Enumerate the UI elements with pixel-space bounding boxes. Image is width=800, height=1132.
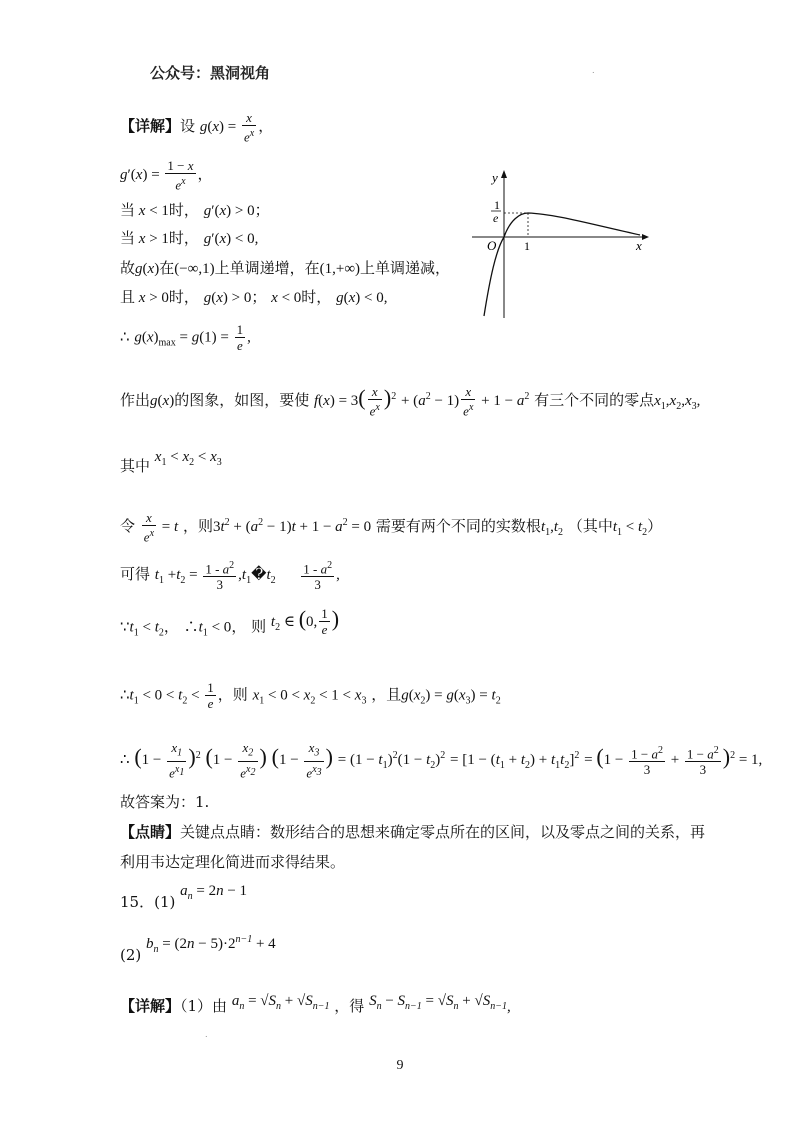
sign-line: 且 x > 0时， g(x) > 0； x < 0时， g(x) < 0, xyxy=(120,288,388,306)
de-text: ，得 xyxy=(334,997,365,1015)
case-line-1: 当 x < 1时， g′(x) > 0； xyxy=(120,201,270,219)
function-graph xyxy=(470,168,650,320)
therefore-symbol: ∴ xyxy=(120,327,130,346)
incr-text: 上单调递增，在 xyxy=(214,259,320,277)
derivative-line: g′(x) = $\frac{1 - x}{e^x}$ ， xyxy=(120,158,213,193)
semicolon: ； xyxy=(251,288,267,306)
vieta-line: 可得 $t_1 +t_2$ = $\frac{1 - a^2}{3}$ $,t_1�t_2$ $\frac{1 - a^2}{3}$ , xyxy=(120,560,340,593)
detail-line-1: 【详解】设 g(x) = $\frac{x}{e^x}$ ， xyxy=(120,110,274,145)
three-zeros-text: 有三个不同的零点 xyxy=(534,391,655,410)
decr-text: 上单调递减， xyxy=(360,259,451,277)
remark-tag: 【点睛】 xyxy=(120,823,181,841)
shi-text: 时， xyxy=(168,229,199,247)
q15-part2: (2) $b_n = (2n - 5)\cdot 2^{n-1} + 4$ xyxy=(120,934,276,964)
x-tick-label: 1 xyxy=(524,239,530,253)
g-curve xyxy=(484,213,640,316)
remark-body-1: 关键点点睛：数形结合的思想来确定零点所在的区间，以及零点之间的关系，再 xyxy=(180,823,706,841)
shi-text: 时， xyxy=(301,288,332,306)
q15-detail-line: 【详解】（1）由 $a_n = √S_n + √S_{n-1}$ ，得 $S_n - S_{n-1} = √S_n + √S_{n-1}$, xyxy=(120,993,511,1015)
paren-close: ） xyxy=(647,517,663,536)
ze-text: ，则 xyxy=(182,517,213,536)
you-text: （1）由 xyxy=(180,997,228,1015)
remark-line-2: 利用韦达定理化简进而求得结果。 xyxy=(120,853,346,871)
zuochu-text: 作出 xyxy=(120,391,151,410)
qizhong-paren: （其中 xyxy=(567,517,613,536)
because-symbol: ∵ xyxy=(120,617,130,636)
comma: ， xyxy=(163,617,179,636)
therefore-symbol: ∴ xyxy=(183,617,199,636)
sign-t-line: $\because t_1 < t_2$， $\therefore t_1 < 0$， 则 $t_2$ ∈ (0, $\frac{1}{e}$ ) xyxy=(120,605,340,639)
max-line: ∴ $g(x)_{max} = g(1)$ = $\frac{1}{e}$ , xyxy=(120,322,251,353)
graph-req-text: 的图象，如图，要使 xyxy=(174,391,310,410)
zai-text: 在 xyxy=(159,259,175,277)
origin-label: O xyxy=(487,238,497,253)
stray-dot: . xyxy=(592,66,595,75)
qie2-text: ，且 xyxy=(371,685,402,704)
remark-line-1 xyxy=(120,822,705,842)
y-axis-arrow xyxy=(501,170,507,178)
need-roots-text: 需要有两个不同的实数根 xyxy=(375,517,541,536)
when-text: 当 xyxy=(120,201,136,219)
y-axis-label: y xyxy=(492,170,498,185)
watermark-text: 公众号：黑洞视角 xyxy=(150,64,271,82)
detail-tag: 【详解】 xyxy=(120,117,181,136)
corrupt-glyph: � xyxy=(251,567,267,584)
shi-text: 时， xyxy=(168,288,199,306)
product-line: ∴ (1 − $\frac{x_1}{e^{x_1}}$ )$^2$ (1 − $\frac{x_2}{e^{x_2}}$ ) (1 − $\frac{x_3}{e^{x_3}}$ ) = $(1 - t_1)^2(1 - t_2)^2 = [1 - (t_1 + t_2) + t_1t_2]^2 = (1$ − $\frac{1 - a^2}{3}$ + $\frac{1 - a^2}{3}$ )$^2$ = 1, xyxy=(120,740,763,780)
page-number: 9 xyxy=(396,1058,404,1073)
ling-text: 令 xyxy=(120,517,136,536)
y-tick-numerator: 1 xyxy=(494,198,500,212)
kede-text: 可得 xyxy=(120,565,151,584)
q15-2-label: (2) xyxy=(120,946,142,964)
when-text: 当 xyxy=(120,229,136,247)
q15-label: 15．(1) xyxy=(120,893,176,911)
comma: ， xyxy=(258,117,274,136)
comma: ， xyxy=(231,617,247,636)
gu-text: 故 xyxy=(120,259,136,277)
substitution-line: 令 $\frac{x}{e^x}$ = t ，则$3t^2 + (a^2 - 1)t + 1 - a^2 = 0$ 需要有两个不同的实数根$t_1,t_2$ （其中$t_1 < t_2$） xyxy=(120,510,663,545)
ze-text: ，则 xyxy=(217,685,248,704)
interval-line: $\therefore t_1 < 0 < t_2$ < $\frac{1}{e}$ ，则 $x_1 < 0 < x_2 < 1 < x_3$ ，且$g(x_2) = g(x_3) = t_2$ xyxy=(120,680,501,711)
detail-tag: 【详解】 xyxy=(120,997,181,1015)
case-line-2: 当 x > 1时， g′(x) < 0, xyxy=(120,229,259,247)
order-line: 其中 $x_1 < x_2 < x_3$ xyxy=(120,449,222,475)
semicolon: ； xyxy=(254,201,270,219)
construct-line: 作出g(x)的图象，如图，要使 f(x) = 3( $\frac{x}{e^x}$ )$^2 + (a^2 - 1)$ $\frac{x}{e^x}$ + $1 - a^2$ 有三个不同的零点$x_1,x_2,x_3$, xyxy=(120,384,701,419)
she-text: 设 xyxy=(180,117,196,136)
monotonic-line: 故g(x)在(−∞,1)上单调递增，在(1,+∞)上单调递减， xyxy=(120,259,451,277)
qizhong-text: 其中 xyxy=(120,457,151,475)
comma: ， xyxy=(197,165,213,184)
y-tick-denominator: e xyxy=(493,211,499,225)
shi-text: 时， xyxy=(168,201,199,219)
q15-part1: 15．(1) $a_n = 2n - 1$ xyxy=(120,883,248,911)
therefore-symbol: ∴ xyxy=(120,749,130,768)
answer-line: 故答案为：1. xyxy=(120,793,210,811)
qie-text: 且 xyxy=(120,288,136,306)
stray-dot-2: . xyxy=(205,1030,208,1039)
therefore-symbol: ∴ xyxy=(120,685,130,704)
x-axis-label: x xyxy=(636,238,642,253)
x-axis-arrow xyxy=(642,234,649,240)
ze2-text: 则 xyxy=(251,617,267,636)
